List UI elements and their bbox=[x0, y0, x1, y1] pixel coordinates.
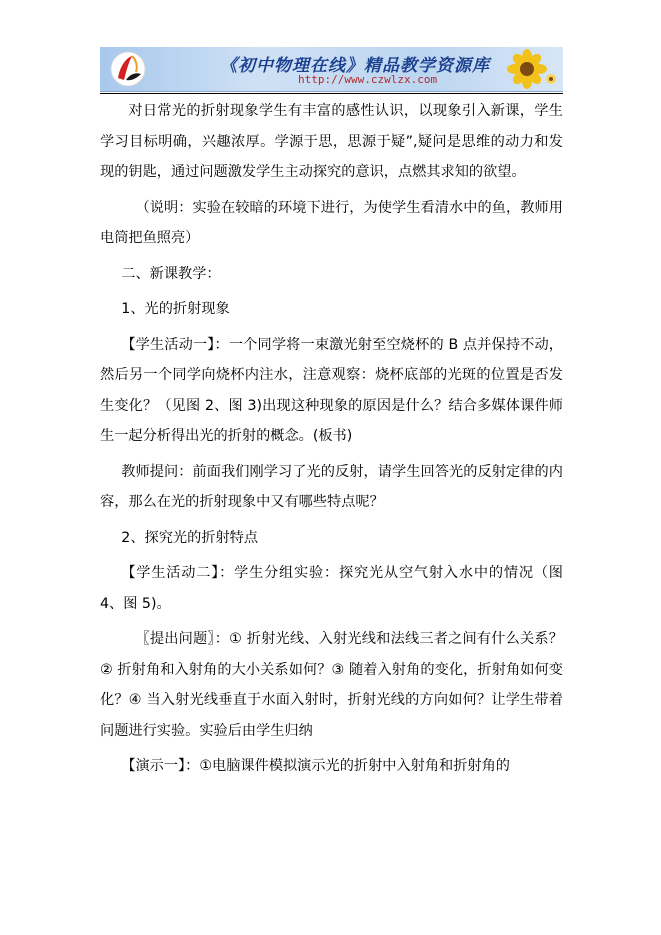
paragraph-intro: 对日常光的折射现象学生有丰富的感性认识，以现象引入新课，学生学习目标明确，兴趣浓厚。学源于思，思源于疑”,疑问是思维的动力和发现的钥匙，通过问题激发学生主动探究的意识，点燃其求知的欲望。 bbox=[100, 103, 563, 180]
section-heading: 二、新课教学： bbox=[121, 265, 221, 282]
header-rule bbox=[100, 93, 563, 94]
site-banner bbox=[100, 47, 563, 92]
sunflower-icon bbox=[493, 49, 557, 89]
paragraph-teacher-question: 教师提问：前面我们刚学习了光的反射，请学生回答光的反射定律的内容，那么在光的折射现象中又有哪些特点呢？ bbox=[100, 463, 563, 510]
site-title: 《初中物理在线》精品教学资源库 bbox=[220, 56, 490, 76]
site-url[interactable]: http://www.czwlzx.com bbox=[298, 73, 438, 86]
paragraph-questions: 〖提出问题〗：① 折射光线、入射光线和法线三者之间有什么关系？② 折射角和入射角的大小关系如何？③ 随着入射角的变化，折射角如何变化？④ 当入射光线垂直于水面入射时，折射光线的方向如何？让学生带着问题进行实验。实验后由学生归纳 bbox=[100, 631, 563, 739]
paragraph-activity-one: 【学生活动一】：一个同学将一束激光射至空烧杯的 B 点并保持不动，然后另一个同学向烧杯内注水，注意观察：烧杯底部的光斑的位置是否发生变化？（见图 2、图 3)出现这种现象的原因是什么？结合多媒体课件师生一起分析得出光的折射的概念。(板书) bbox=[100, 336, 563, 444]
subsection-heading-2: 2、探究光的折射特点 bbox=[121, 529, 259, 546]
site-logo-icon bbox=[108, 50, 148, 88]
paragraph-demo-one: 【演示一】：①电脑课件模拟演示光的折射中入射角和折射角的 bbox=[121, 758, 510, 774]
subsection-heading-1: 1、光的折射现象 bbox=[121, 301, 230, 317]
paragraph-activity-two: 【学生活动二】：学生分组实验：探究光从空气射入水中的情况（图 4、图 5)。 bbox=[100, 565, 563, 612]
paragraph-note: （说明：实验在较暗的环境下进行，为使学生看清水中的鱼，教师用电筒把鱼照亮） bbox=[100, 199, 563, 246]
document-body bbox=[100, 96, 563, 782]
